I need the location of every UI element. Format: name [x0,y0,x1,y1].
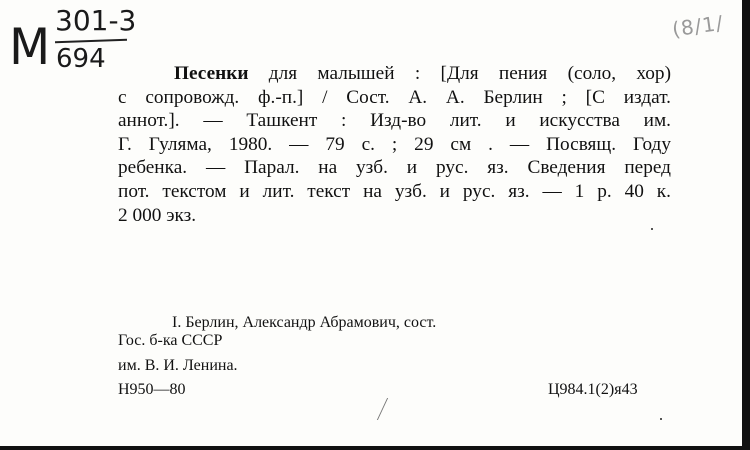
entry-line-7: 2 000 экз. [118,204,197,226]
classification-index: Ц984.1(2)я43 [548,381,638,398]
bibliographic-entry [118,62,671,227]
entry-title: Песенки [174,63,249,84]
library-name-line-1: Гос. б-ка СССР [118,332,223,349]
scan-speck [651,228,653,230]
entry-line-2: с сопровожд. ф.-п.] / Сост. А. А. Берлин ; [С издат. [118,86,671,108]
corner-pencil-mark: (8/1/ [670,10,726,42]
entry-line-1-rest: для малышей : [Для пения (соло, хор) [248,63,671,84]
entry-line-5: ребенка. — Парал. на узб. и рус. яз. Сведения перед [118,157,671,179]
card-number: Н950—80 [118,381,186,398]
handwritten-fraction-line [55,39,127,44]
entry-line-4: Г. Гуляма, 1980. — 79 с. ; 29 см . — Посвящ. Году [118,133,671,155]
library-name-line-2: им. В. И. Ленина. [118,357,238,374]
tracing-added-entry: I. Берлин, Александр Абрамович, сост. [172,314,437,331]
card-scan-edge-bottom [0,446,750,450]
scan-speck [660,418,662,420]
handwritten-shelf-number-top: 301-3 [55,4,137,37]
entry-line-6: пот. текстом и лит. текст на узб. и рус. яз. — 1 р. 40 к. [118,180,671,202]
entry-line-3: аннот.]. — Ташкент : Изд-во лит. и искусства им. [118,110,671,132]
handwritten-shelf-number-bottom: 694 [56,44,106,74]
entry-line-1 [118,62,671,86]
pencil-stroke-mark [377,398,404,420]
handwritten-shelf-letter: М [9,18,51,76]
card-scan-edge-right [742,0,750,450]
